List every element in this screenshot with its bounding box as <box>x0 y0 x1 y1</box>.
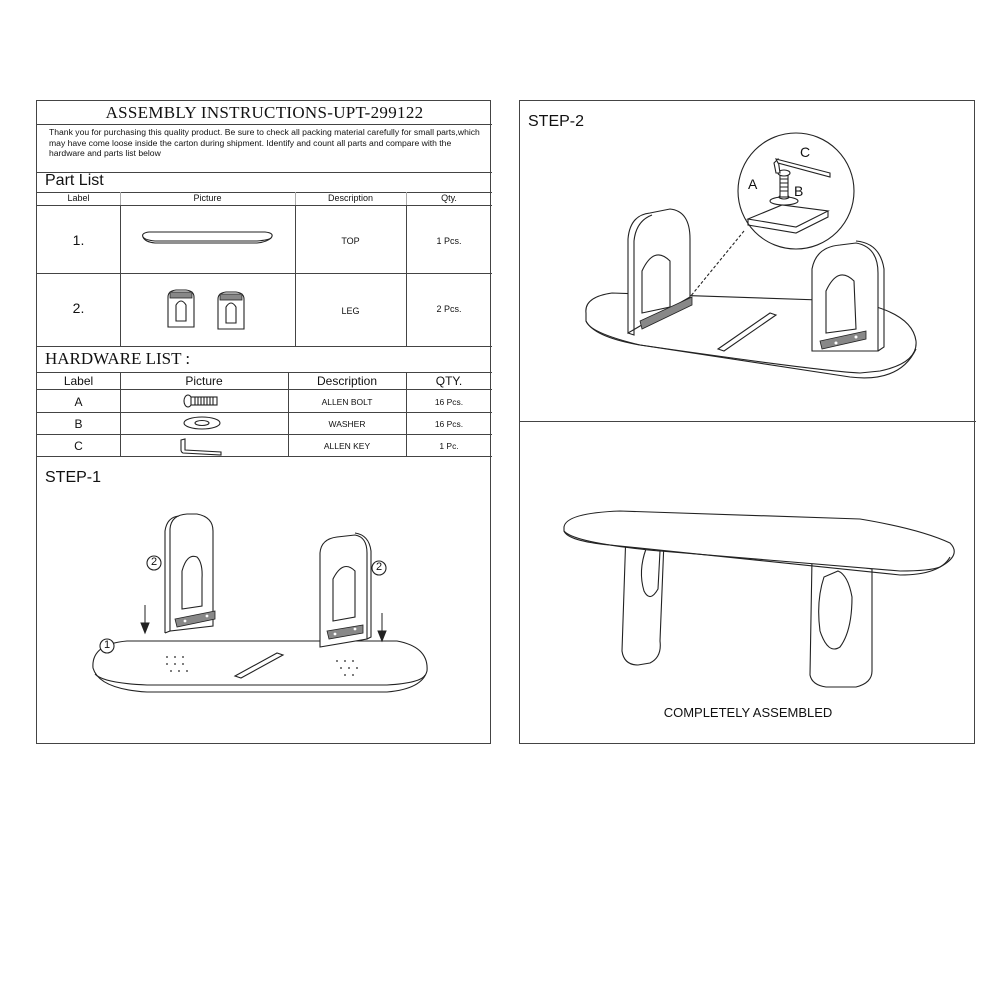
callout-washer: B <box>794 183 804 199</box>
part-header-label: Label <box>67 193 90 203</box>
step-2-illustration <box>520 101 976 421</box>
part-qty: 1 Pcs. <box>436 236 462 246</box>
step-2-heading: STEP-2 <box>528 113 585 130</box>
hardware-label: A <box>74 395 83 409</box>
assembled-table-illustration <box>520 421 976 741</box>
assembled-caption: COMPLETELY ASSEMBLED <box>663 705 833 720</box>
document-title: ASSEMBLY INSTRUCTIONS-UPT-299122 <box>105 103 424 122</box>
part-header-description: Description <box>327 193 374 203</box>
part-header-qty: Qty. <box>441 193 457 203</box>
hardware-qty: 1 Pc. <box>439 441 459 451</box>
callout-leg-right: 2 <box>375 561 383 573</box>
callout-top: 1 <box>103 639 111 651</box>
callout-key: C <box>800 144 811 160</box>
hardware-list-heading: HARDWARE LIST : <box>45 349 191 368</box>
hardware-header-description: Description <box>316 374 378 388</box>
part-qty: 2 Pcs. <box>436 304 462 314</box>
part-description: TOP <box>341 236 360 246</box>
part-label: 1. <box>72 232 85 248</box>
part-list-heading: Part List <box>45 172 104 189</box>
instructions-panel <box>36 100 491 744</box>
hardware-label: B <box>74 417 83 431</box>
part-header-picture: Picture <box>193 193 222 203</box>
hardware-description: ALLEN BOLT <box>321 397 373 407</box>
hardware-description: WASHER <box>328 419 366 429</box>
hardware-qty: 16 Pcs. <box>434 397 464 407</box>
hardware-description: ALLEN KEY <box>323 441 371 451</box>
hardware-header-label: Label <box>63 374 94 388</box>
part-label: 2. <box>72 300 85 316</box>
assembly-panel <box>519 100 975 744</box>
intro-text: Thank you for purchasing this quality product. Be sure to check all packing material carefully for small parts,which may have come loose inside the carton during shipment. Identify and count all parts and compare with the hardware and parts list below <box>49 127 480 158</box>
callout-leg-left: 2 <box>150 556 158 568</box>
part-description: LEG <box>341 306 360 316</box>
hardware-label: C <box>74 439 83 453</box>
hardware-header-qty: QTY. <box>435 374 463 388</box>
callout-bolt: A <box>748 176 758 192</box>
hardware-header-picture: Picture <box>185 374 223 388</box>
hardware-qty: 16 Pcs. <box>434 419 464 429</box>
step-1-heading: STEP-1 <box>45 469 102 486</box>
